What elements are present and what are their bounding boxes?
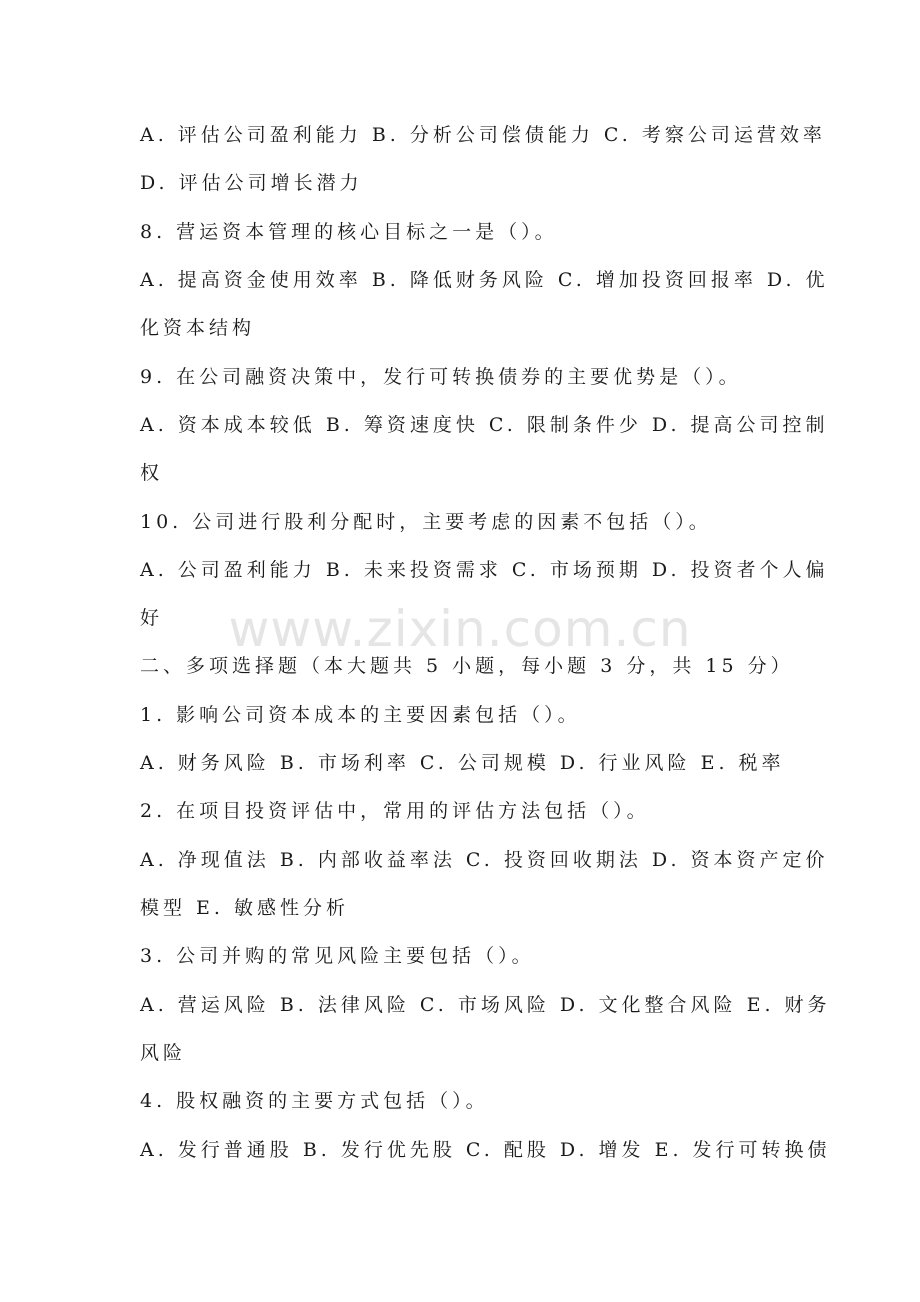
mc-question-4: 4. 股权融资的主要方式包括（）。	[140, 1090, 489, 1112]
q8-options-line-2: 化资本结构	[140, 317, 256, 339]
section-heading-multiple-choice: 二、多项选择题（本大题共 5 小题，每小题 3 分，共 15 分）	[140, 655, 794, 677]
mc-q2-options-line-2: 模型 E. 敏感性分析	[140, 897, 349, 919]
question-8: 8. 营运资本管理的核心目标之一是（）。	[140, 221, 558, 243]
q10-options-line-2: 好	[140, 607, 164, 629]
mc-q4-options-line-1: A. 发行普通股 B. 发行优先股 C. 配股 D. 增发 E. 发行可转换债	[140, 1139, 831, 1161]
mc-question-2: 2. 在项目投资评估中，常用的评估方法包括（）。	[140, 800, 650, 822]
q7-options-line-1: A. 评估公司盈利能力 B. 分析公司偿债能力 C. 考察公司运营效率	[140, 124, 826, 146]
question-9: 9. 在公司融资决策中，发行可转换债券的主要优势是（）。	[140, 366, 742, 388]
q10-options-line-1: A. 公司盈利能力 B. 未来投资需求 C. 市场预期 D. 投资者个人偏	[140, 559, 829, 581]
mc-q1-options: A. 财务风险 B. 市场利率 C. 公司规模 D. 行业风险 E. 税率	[140, 752, 785, 774]
watermark-text: www.zixin.com.cn	[228, 600, 692, 658]
mc-question-1: 1. 影响公司资本成本的主要因素包括（）。	[140, 704, 581, 726]
question-10: 10. 公司进行股利分配时，主要考虑的因素不包括（）。	[140, 511, 712, 533]
q9-options-line-2: 权	[140, 462, 164, 484]
mc-q3-options-line-2: 风险	[140, 1042, 187, 1064]
mc-question-3: 3. 公司并购的常见风险主要包括（）。	[140, 945, 535, 967]
q9-options-line-1: A. 资本成本较低 B. 筹资速度快 C. 限制条件少 D. 提高公司控制	[140, 414, 829, 436]
q7-options-line-2: D. 评估公司增长潜力	[140, 172, 363, 194]
mc-q2-options-line-1: A. 净现值法 B. 内部收益率法 C. 投资回收期法 D. 资本资产定价	[140, 849, 829, 871]
q8-options-line-1: A. 提高资金使用效率 B. 降低财务风险 C. 增加投资回报率 D. 优	[140, 269, 829, 291]
mc-q3-options-line-1: A. 营运风险 B. 法律风险 C. 市场风险 D. 文化整合风险 E. 财务	[140, 994, 831, 1016]
